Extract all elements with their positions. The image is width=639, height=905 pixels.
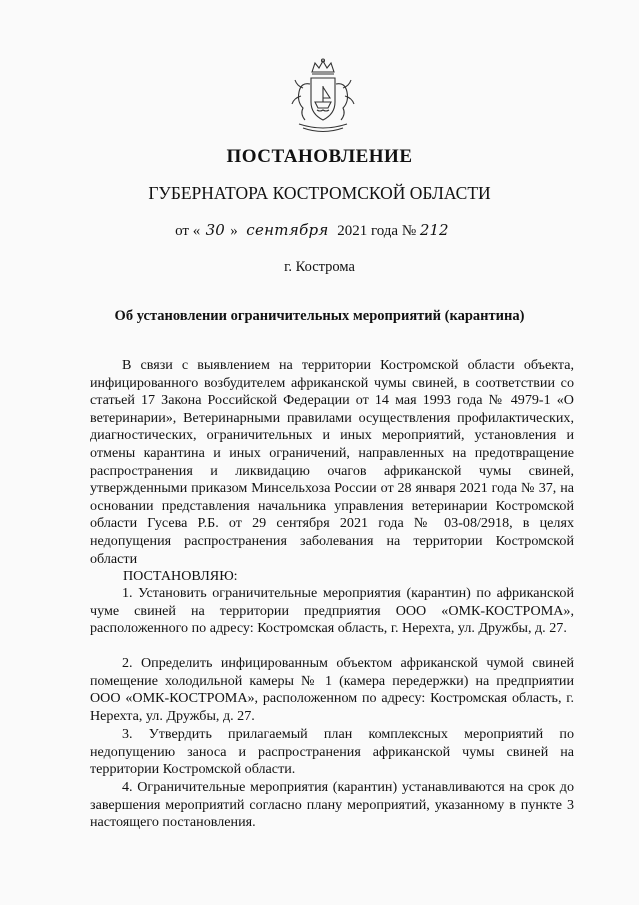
handwritten-month: сентября bbox=[246, 221, 329, 239]
handwritten-day: 30 bbox=[205, 221, 225, 239]
date-line bbox=[0, 221, 639, 240]
date-year: 2021 года № bbox=[337, 223, 417, 239]
coat-of-arms-emblem bbox=[289, 58, 357, 136]
issuer-title: ГУБЕРНАТОРА КОСТРОМСКОЙ ОБЛАСТИ bbox=[148, 183, 491, 203]
decree-word: ПОСТАНОВЛЯЮ: bbox=[123, 568, 238, 584]
date-prefix: от « bbox=[175, 223, 201, 239]
document-title: ПОСТАНОВЛЕНИЕ bbox=[226, 146, 413, 167]
city-line: г. Кострома bbox=[284, 259, 355, 275]
item-1: 1. Установить ограничительные мероприятия (карантин) по африканской чуме свиней на территории предприятия ООО «ОМК-КОСТРОМА», расположенного по адресу: Костромская область, г. Нерехта, ул. Дружбы, д. 27. bbox=[90, 585, 574, 637]
handwritten-doc-number: 212 bbox=[419, 221, 449, 239]
item-4: 4. Ограничительные мероприятия (карантин) устанавливаются на срок до завершения мероприятий согласно плану мероприятий, указанному в пункте 3 настоящего постановления. bbox=[90, 779, 574, 831]
intro-paragraph: В связи с выявлением на территории Костромской области объекта, инфицированного возбудителем африканской чумы свиней, в соответствии со статьей 17 Закона Российской Федерации от 14 мая 1993 года № 4979-1 «О ветеринарии», Ветеринарными правилами осуществления профилактических, диагностических, ограничительных и иных мероприятий, установления и отмены карантина и иных ограничений, направленных на предотвращение распространения и ликвидацию очагов африканской чумы свиней, утвержденными приказом Минсельхоза России от 28 января 2021 года № 37, на основании представления начальника управления ветеринарии Костромской области Гусева Р.Б. от 29 сентября 2021 года № 03-08/2918, в целях недопущения распространения заболевания на территории Костромской области bbox=[90, 357, 574, 567]
date-quote-close: » bbox=[230, 223, 238, 239]
item-3: 3. Утвердить прилагаемый план комплексных мероприятий по недопущению заноса и распространения африканской чумы свиней на территории Костромской области. bbox=[90, 726, 574, 778]
document-heading: Об установлении ограничительных мероприятий (карантина) bbox=[114, 308, 525, 324]
item-2: 2. Определить инфицированным объектом африканской чумой свиней помещение холодильной камеры № 1 (камера передержки) на предприятии ООО «ОМК-КОСТРОМА», расположенном по адресу: Костромская область, г. Нерехта, ул. Дружбы, д. 27. bbox=[90, 655, 574, 724]
